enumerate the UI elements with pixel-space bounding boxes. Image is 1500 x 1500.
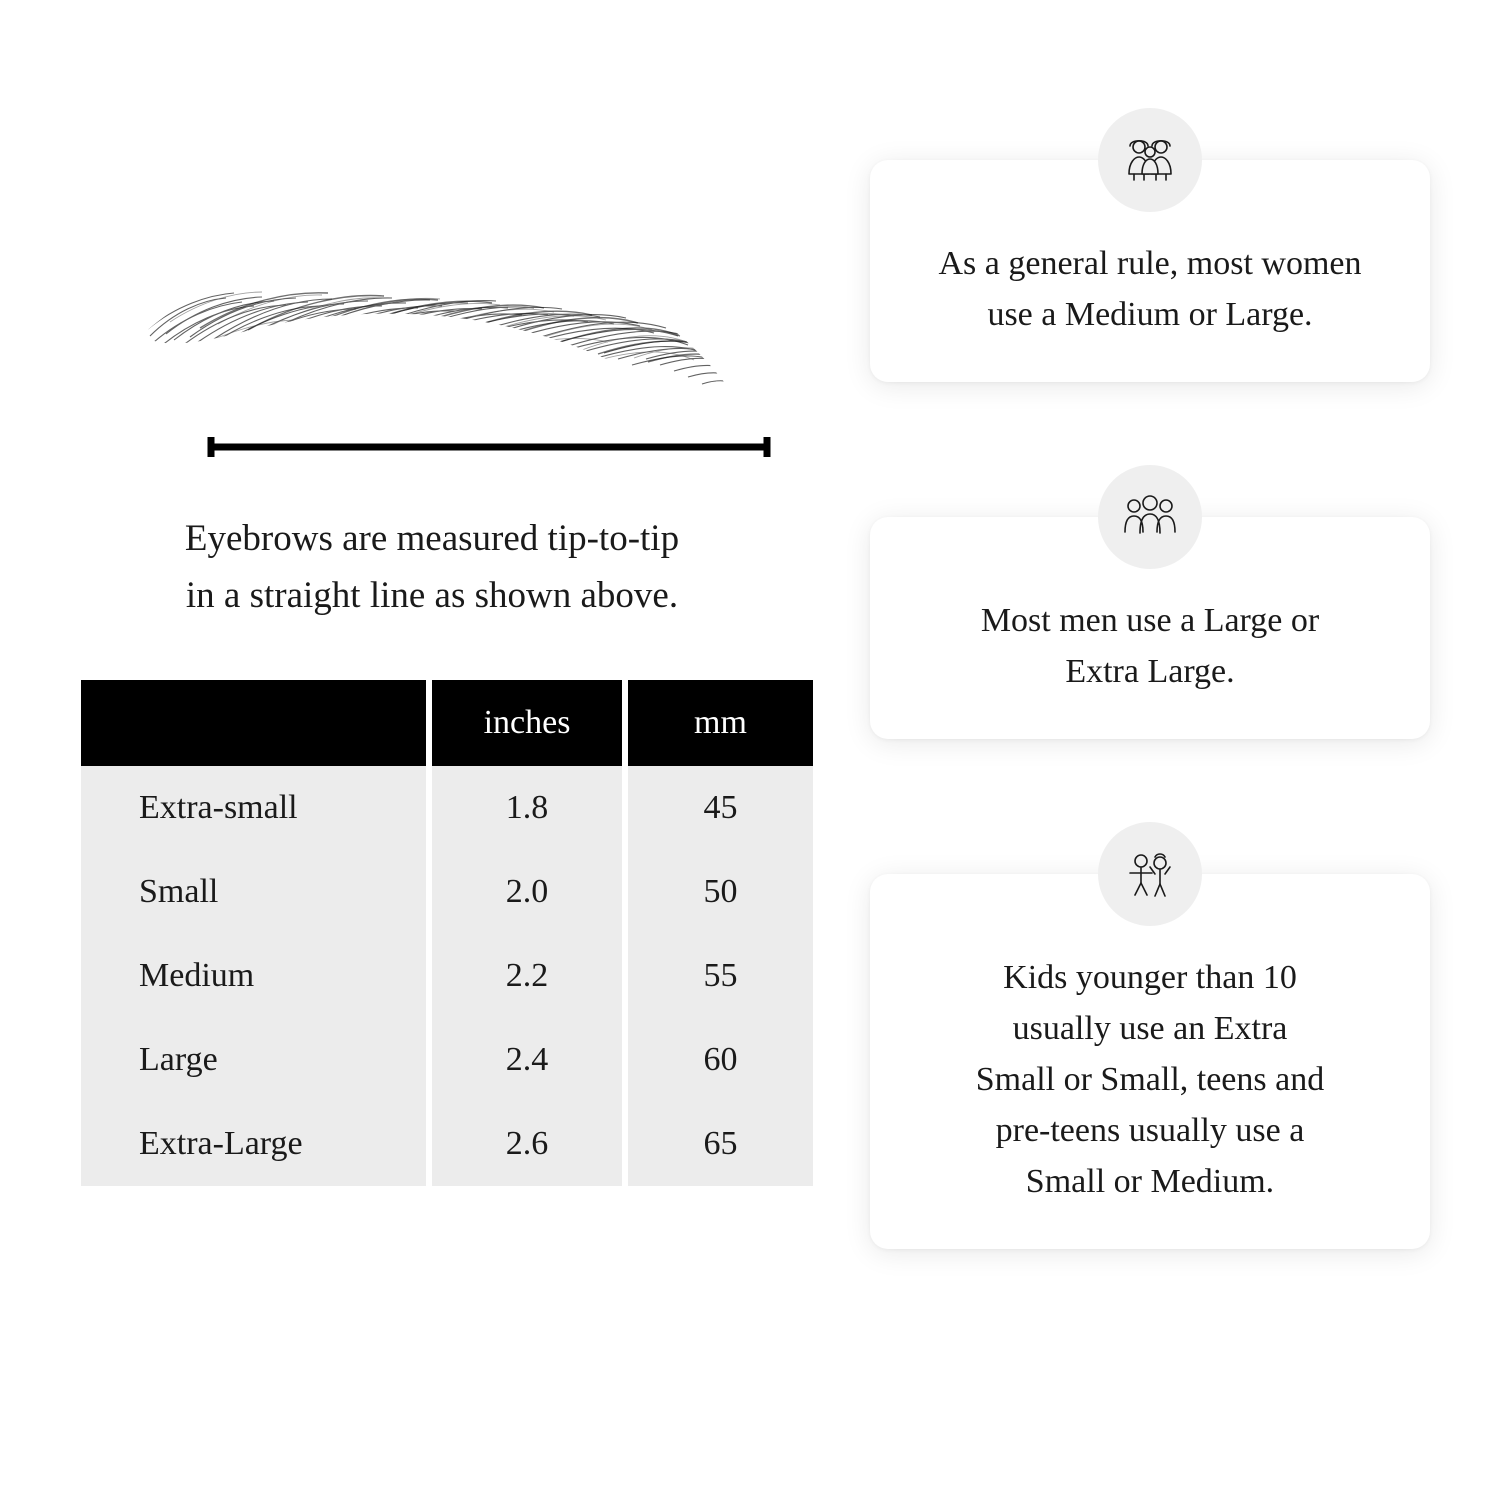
cell-size: Medium [81, 934, 426, 1018]
cell-inches: 2.2 [432, 934, 622, 1018]
two-kids-icon [1098, 822, 1202, 926]
two-women-icon [1098, 108, 1202, 212]
card-line-4: pre-teens usually use a [995, 1112, 1305, 1149]
cell-mm: 50 [628, 850, 813, 934]
table-body [81, 766, 813, 1186]
cell-inches: 1.8 [432, 766, 622, 850]
brow-hairs [130, 150, 770, 480]
card-line-2: Extra Large. [1065, 653, 1235, 690]
table-header-mm: mm [628, 680, 813, 766]
caption-line-2: in a straight line as shown above. [185, 575, 679, 617]
table-row [81, 1018, 813, 1102]
card-line-1: Most men use a Large or [980, 602, 1320, 639]
caption-line-1: Eyebrows are measured tip-to-tip [184, 518, 680, 559]
three-men-icon [1098, 465, 1202, 569]
card-line-1: Kids younger than 10 [1003, 959, 1297, 996]
card-line-3: Small or Small, teens and [975, 1061, 1325, 1098]
right-column [870, 160, 1430, 1249]
table-row [81, 850, 813, 934]
info-card-text [908, 595, 1392, 697]
cell-inches: 2.4 [432, 1018, 622, 1102]
left-column [75, 150, 805, 1186]
cell-mm: 55 [628, 934, 813, 1018]
info-card-men [870, 517, 1430, 739]
eyebrow-svg [130, 150, 770, 480]
table-header-row [81, 680, 813, 766]
figure-caption [67, 510, 797, 625]
size-table [75, 680, 819, 1186]
card-line-2: usually use an Extra [1012, 1010, 1288, 1047]
table-row [81, 1102, 813, 1186]
cell-size: Large [81, 1018, 426, 1102]
card-line-1: As a general rule, most women [938, 245, 1362, 282]
cell-mm: 45 [628, 766, 813, 850]
table-row [81, 766, 813, 850]
cell-inches: 2.6 [432, 1102, 622, 1186]
info-card-women [870, 160, 1430, 382]
eyebrow-illustration [130, 150, 770, 480]
info-card-kids [870, 874, 1430, 1249]
card-line-5: Small or Medium. [1025, 1163, 1275, 1200]
table-header [81, 680, 813, 766]
info-card-text [908, 952, 1392, 1207]
cell-mm: 65 [628, 1102, 813, 1186]
table-header-inches: inches [432, 680, 622, 766]
cell-size: Small [81, 850, 426, 934]
cell-size: Extra-Large [81, 1102, 426, 1186]
card-line-2: use a Medium or Large. [987, 296, 1313, 333]
table-header-size [81, 680, 426, 766]
tip-to-tip-measure-line [205, 435, 773, 459]
cell-inches: 2.0 [432, 850, 622, 934]
cell-mm: 60 [628, 1018, 813, 1102]
table-row [81, 934, 813, 1018]
cell-size: Extra-small [81, 766, 426, 850]
info-card-text [908, 238, 1392, 340]
